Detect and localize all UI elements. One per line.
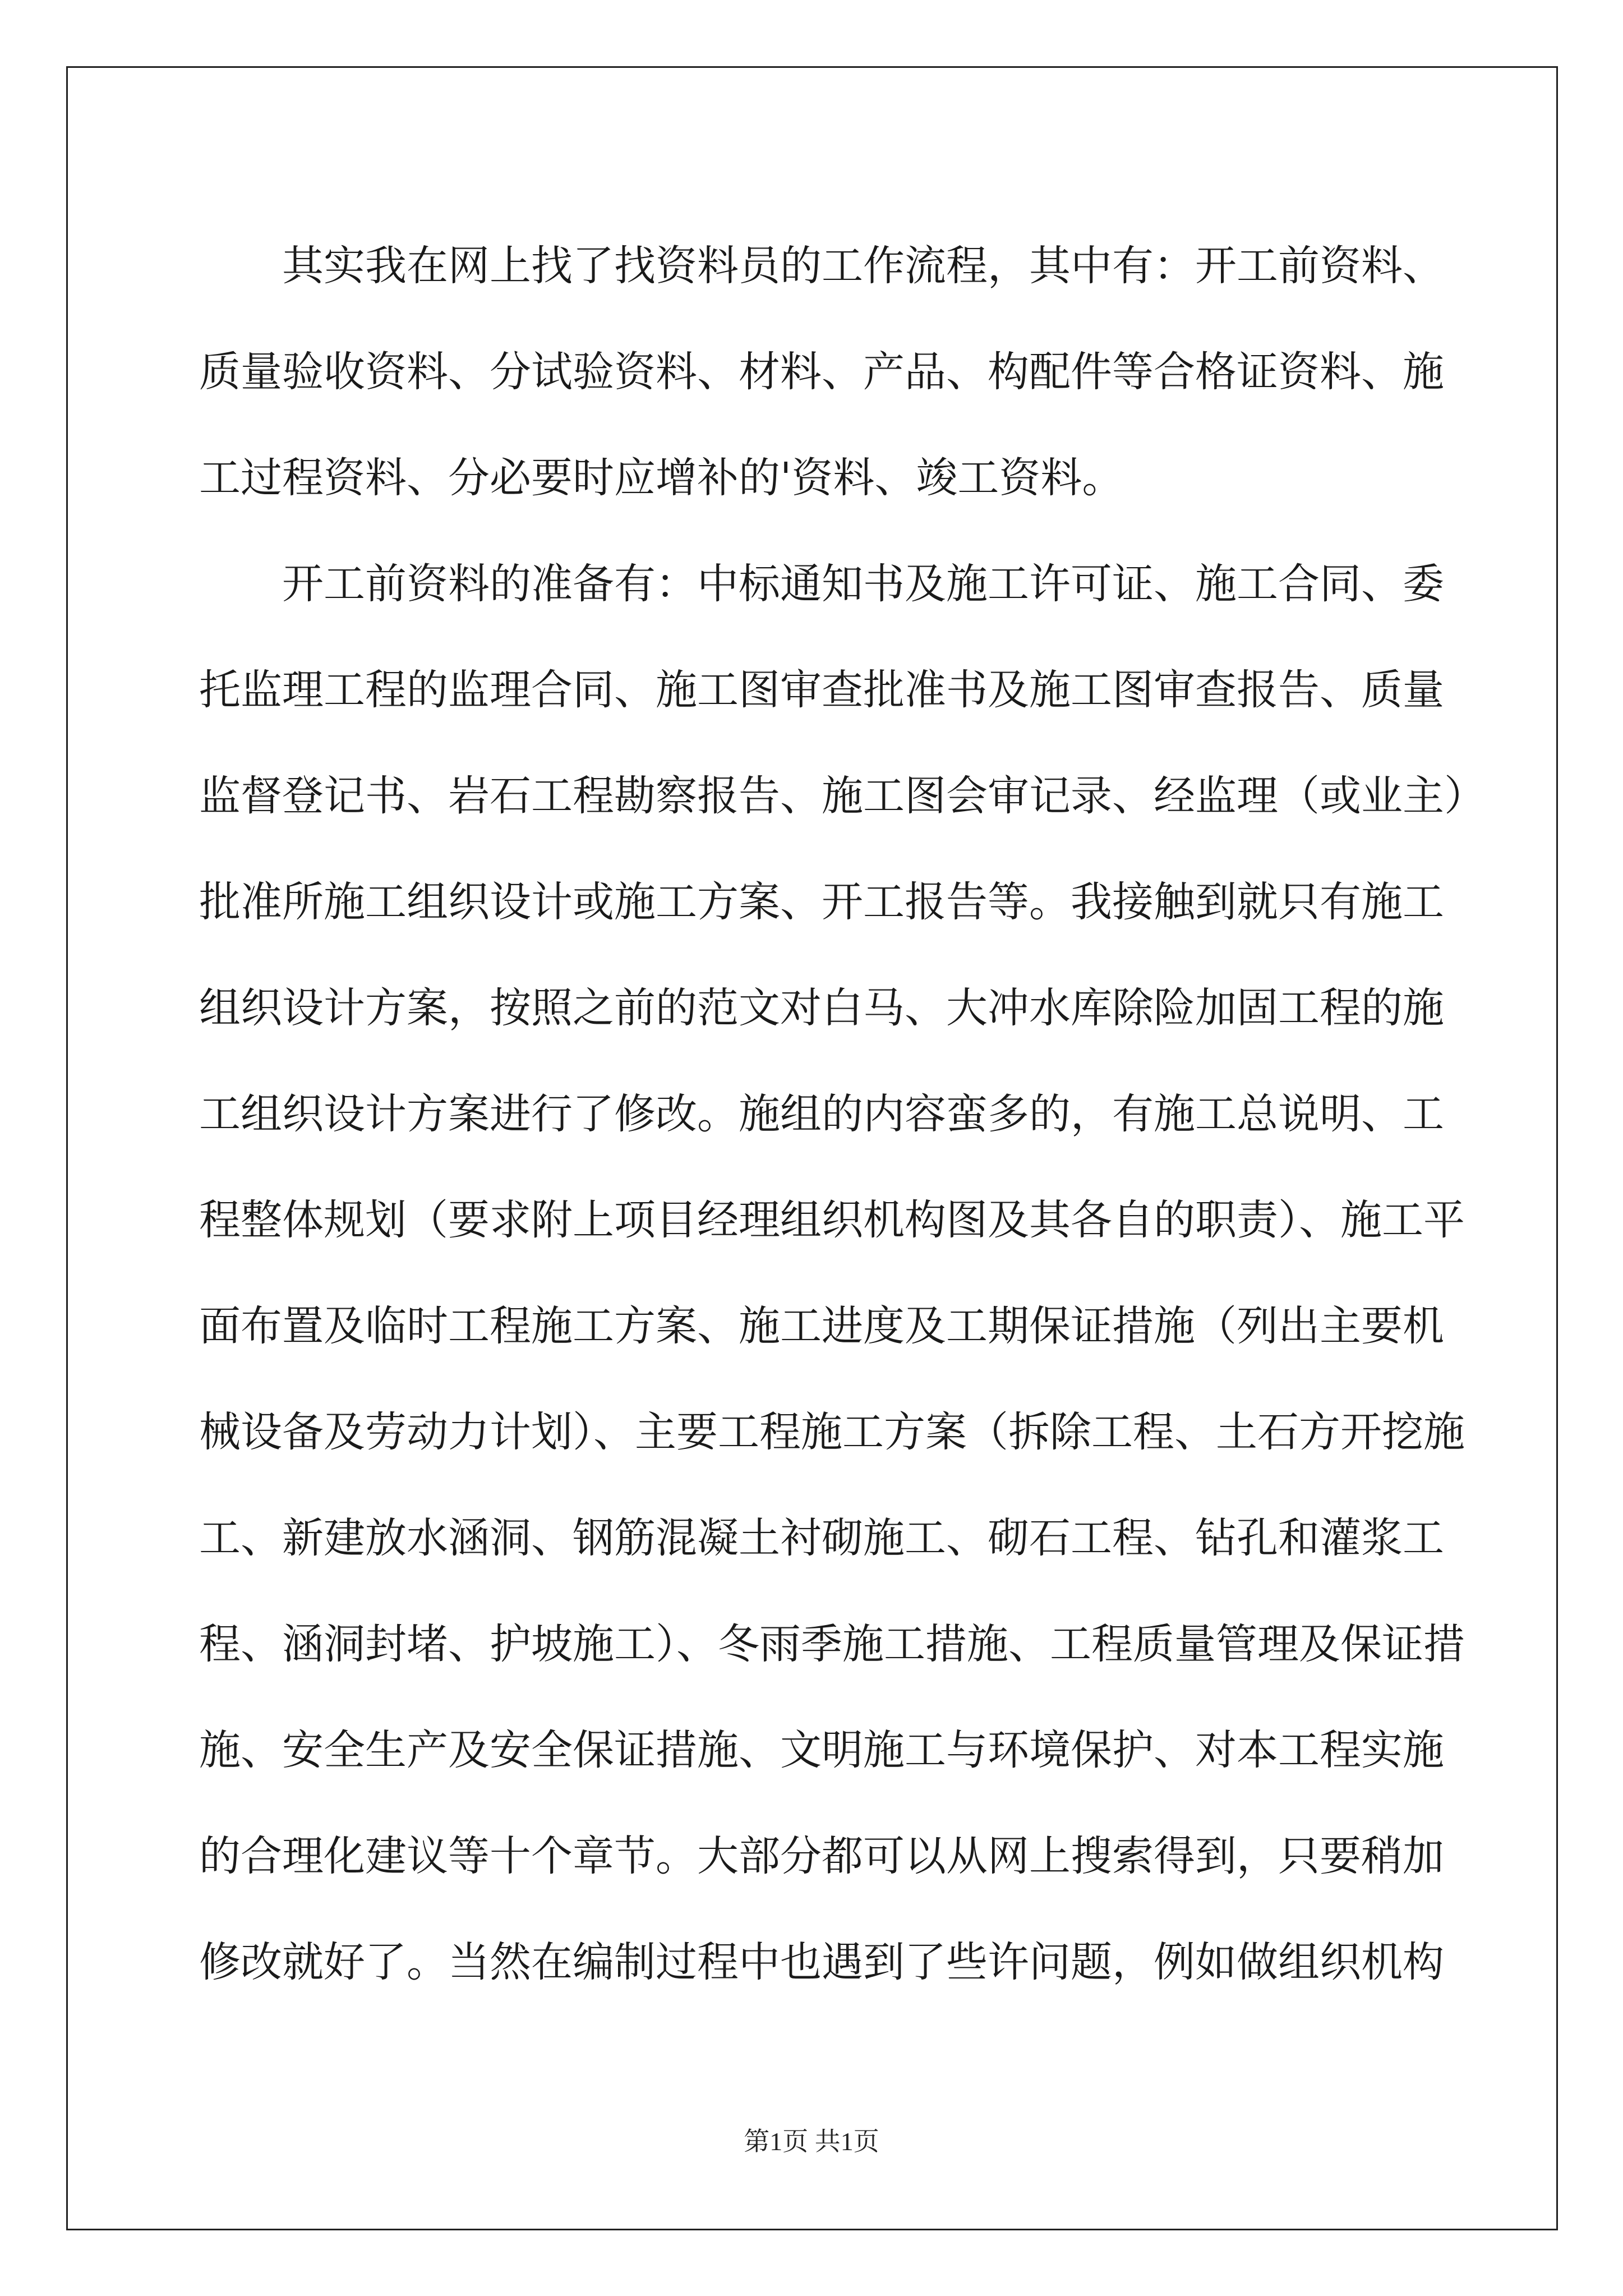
text-line: 工、新建放水涵洞、钢筋混凝土衬砌施工、砌石工程、钻孔和灌浆工 [199, 1514, 1444, 1562]
text-line: 托监理工程的监理合同、施工图审查批准书及施工图审查报告、质量 [199, 666, 1444, 714]
text-line: 组织设计方案，按照之前的范文对白马、大冲水库除险加固工程的施 [199, 984, 1444, 1032]
text-line: 械设备及劳动力计划）、主要工程施工方案（拆除工程、土石方开挖施 [199, 1408, 1465, 1456]
page-footer: 第1页 共1页 [744, 2127, 879, 2156]
document-body [199, 213, 1486, 2016]
text-line: 其实我在网上找了找资料员的工作流程，其中有：开工前资料、 [282, 242, 1444, 290]
text-line: 程整体规划（要求附上项目经理组织机构图及其各自的职责）、施工平 [199, 1196, 1465, 1244]
text-line: 面布置及临时工程施工方案、施工进度及工期保证措施（列出主要机 [199, 1302, 1444, 1350]
text-line: 批准所施工组织设计或施工方案、开工报告等。我接触到就只有施工 [199, 878, 1444, 926]
paragraph-1 [199, 213, 1483, 531]
paragraph-2 [199, 531, 1486, 2016]
text-line: 监督登记书、岩石工程勘察报告、施工图会审记录、经监理（或业主） [199, 772, 1486, 820]
text-line: 质量验收资料、分试验资料、材料、产品、构配件等合格证资料、施 [199, 348, 1444, 396]
text-line: 程、涵洞封堵、护坡施工）、冬雨季施工措施、工程质量管理及保证措 [199, 1620, 1465, 1668]
text-line: 的合理化建议等十个章节。大部分都可以从网上搜索得到，只要稍加 [199, 1832, 1444, 1880]
text-line: 工组织设计方案进行了修改。施组的内容蛮多的，有施工总说明、工 [199, 1090, 1444, 1138]
text-line: 修改就好了。当然在编制过程中也遇到了些许问题，例如做组织机构 [199, 1938, 1444, 1986]
text-line: 开工前资料的准备有：中标通知书及施工许可证、施工合同、委 [282, 560, 1444, 608]
text-line: 工过程资料、分必要时应增补的'资料、竣工资料。 [199, 454, 1124, 502]
text-line: 施、安全生产及安全保证措施、文明施工与环境保护、对本工程实施 [199, 1726, 1444, 1774]
